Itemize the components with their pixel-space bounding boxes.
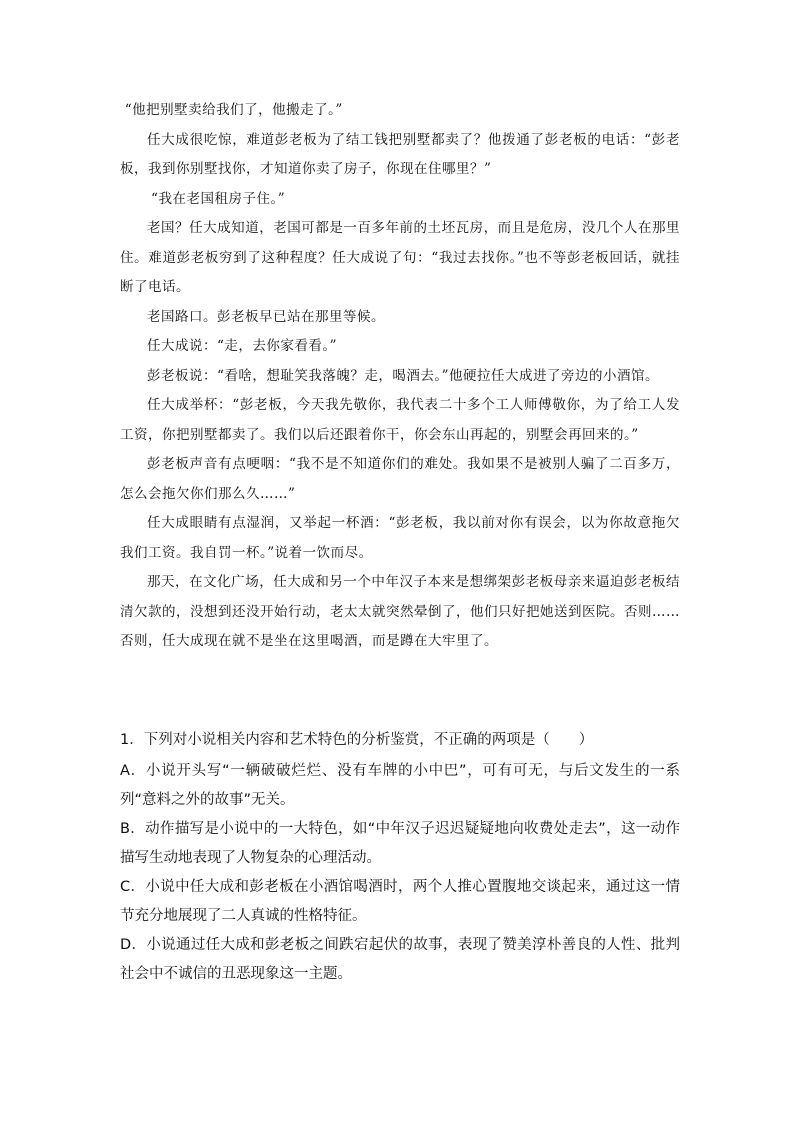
story-paragraph: 任大成眼睛有点湿润，又举起一杯酒：“彭老板，我以前对你有误会，以为你故意拖欠我们工资。我自罚一杯。”说着一饮而尽。 [120,515,680,561]
question-stem: 1．下列对小说相关内容和艺术特色的分析鉴赏，不正确的两项是（ ） [120,732,594,748]
option-c: C．小说中任大成和彭老板在小酒馆喝酒时，两个人推心置腹地交谈起来，通过这一情节充分地展现了二人真诚的性格特征。 [120,879,680,924]
option-b: B．动作描写是小说中的一大特色，如“中年汉子迟迟疑疑地向收费处走去”，这一动作描写生动地表现了人物复杂的心理活动。 [120,821,680,866]
story-paragraph: 任大成很吃惊，难道彭老板为了结工钱把别墅都卖了？他拨通了彭老板的电话：“彭老板，我到你别墅找你，才知道你卖了房子，你现在住哪里？” [120,131,680,177]
story-passage [120,96,680,657]
story-paragraph: “我在老国租房子住。” [151,190,286,207]
story-paragraph: 那天，在文化广场，任大成和另一个中年汉子本来是想绑架彭老板母亲来逼迫彭老板结清欠款的，没想到还没开始行动，老太太就突然晕倒了，他们只好把她送到医院。否则……否则，任大成现在就不是坐在这里喝酒，而是蹲在大牢里了。 [120,574,680,649]
story-paragraph: “他把别墅卖给我们了，他搬走了。” [124,102,343,118]
option-d: D．小说通过任大成和彭老板之间跌宕起伏的故事，表现了赞美淳朴善良的人性、批判社会中不诚信的丑恶现象这一主题。 [120,937,680,982]
story-paragraph: 老国？任大成知道，老国可都是一百多年前的土坯瓦房，而且是危房，没几个人在那里住。难道彭老板穷到了这种程度？任大成说了句：“我过去找你。”也不等彭老板回话，就挂断了电话。 [120,220,680,295]
story-paragraph: 彭老板说：“看啥，想耻笑我落魄？走，喝酒去。”他硬拉任大成进了旁边的小酒馆。 [147,367,660,384]
question-block [120,726,680,989]
story-paragraph: 彭老板声音有点哽咽：“我不是不知道你们的难处。我如果不是被别人骗了二百多万，怎么会拖欠你们那么久……” [120,456,680,502]
story-paragraph: 任大成说：“走，去你家看看。” [147,338,338,354]
story-paragraph: 任大成举杯：“彭老板，今天我先敬你，我代表二十多个工人师傅敬你，为了给工人发工资，你把别墅都卖了。我们以后还跟着你干，你会东山再起的，别墅会再回来的。” [120,397,680,443]
story-paragraph: 老国路口。彭老板早已站在那里等候。 [147,308,385,325]
option-a: A．小说开头写“一辆破破烂烂、没有车牌的小中巴”，可有可无，与后文发生的一系列“意料之外的故事”无关。 [120,763,680,808]
